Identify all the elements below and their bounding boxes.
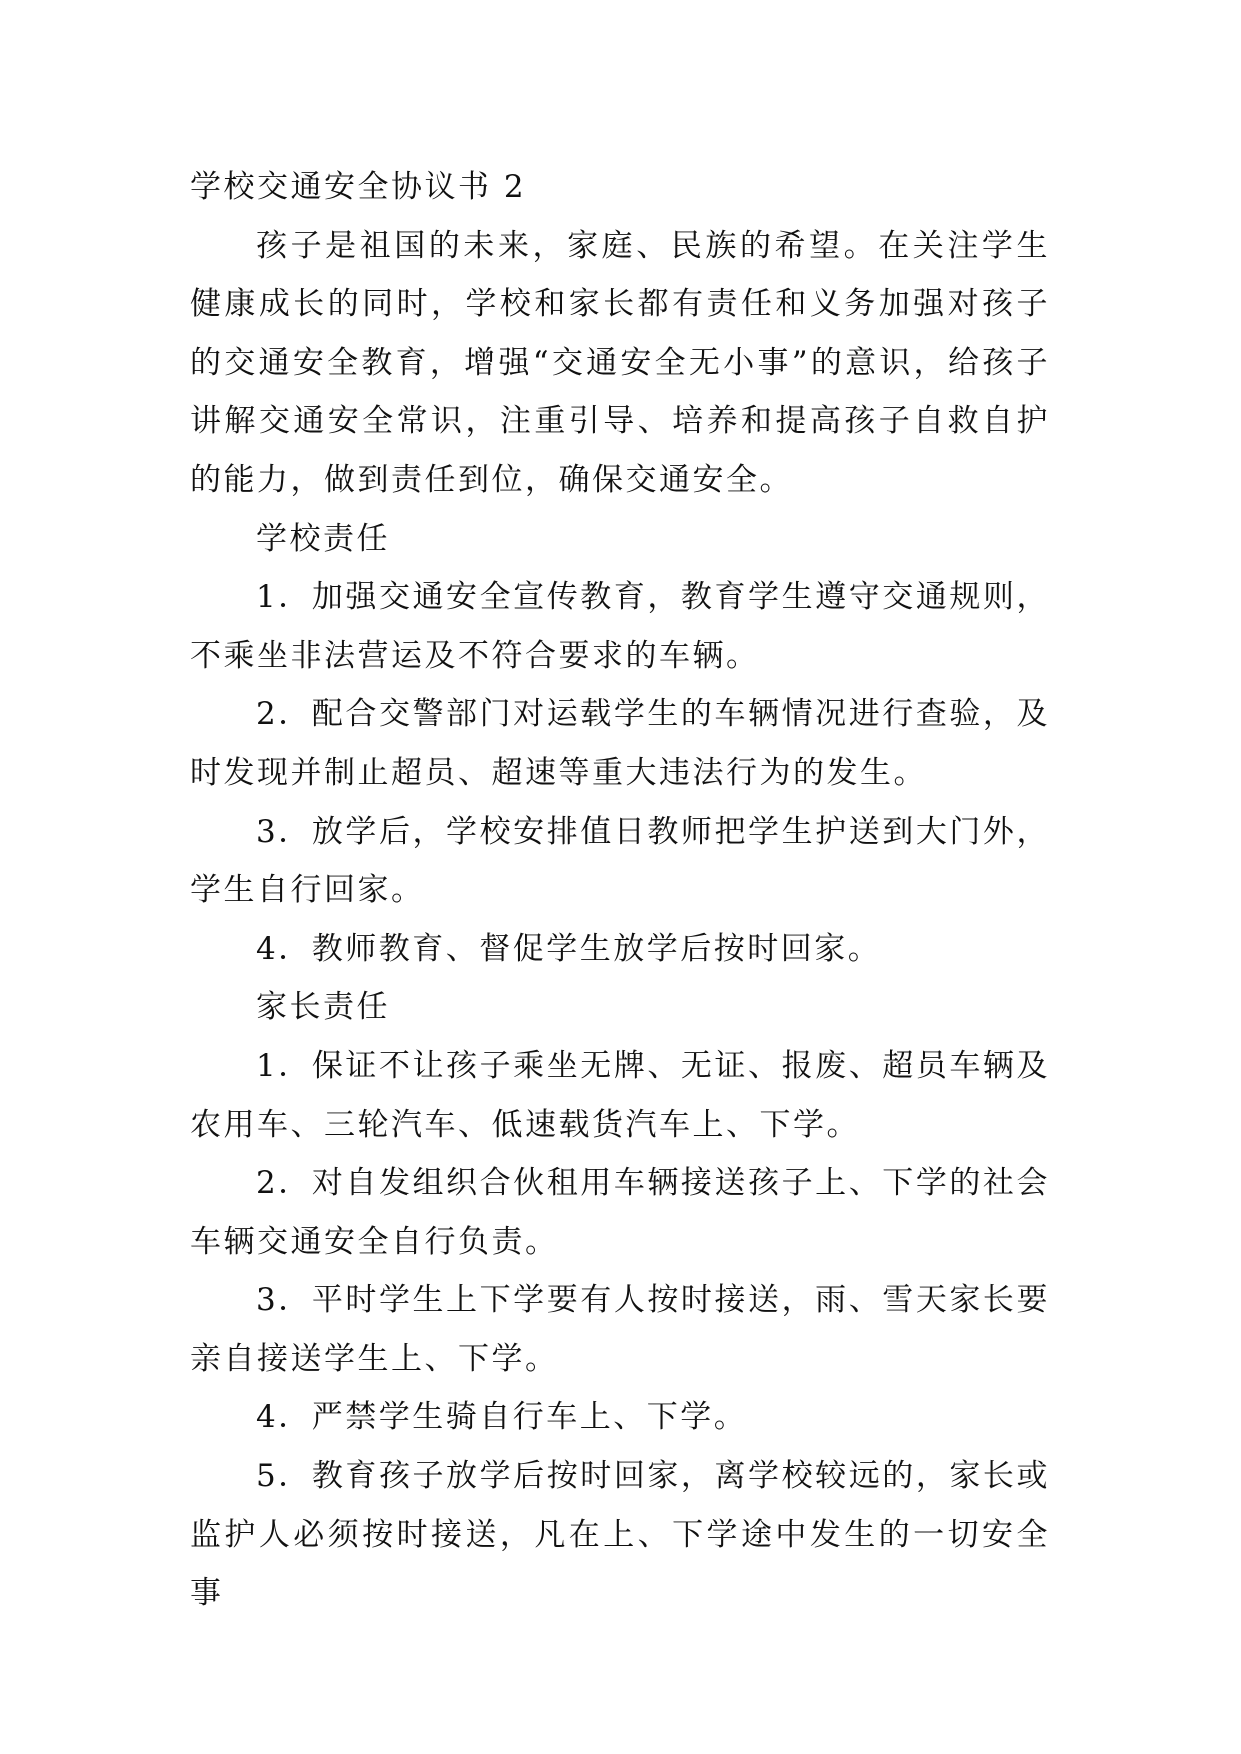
parent-item-3: 3．平时学生上下学要有人按时接送，雨、雪天家长要亲自接送学生上、下学。	[190, 1282, 1050, 1377]
intro-paragraph: 孩子是祖国的未来，家庭、民族的希望。在关注学生健康成长的同时，学校和家长都有责任和义务加强对孩子的交通安全教育，增强“交通安全无小事”的意识，给孩子讲解交通安全常识，注重引导、培养和提高孩子自救自护的能力，做到责任到位，确保交通安全。	[190, 227, 1050, 498]
parent-item-5: 5．教育孩子放学后按时回家，离学校较远的，家长或监护人必须按时接送，凡在上、下学途中发生的一切安全事	[190, 1458, 1050, 1612]
document-body	[190, 158, 1050, 1623]
parent-item-1: 1．保证不让孩子乘坐无牌、无证、报废、超员车辆及农用车、三轮汽车、低速载货汽车上、下学。	[190, 1047, 1050, 1143]
document-title: 学校交通安全协议书 2	[190, 169, 527, 205]
school-item-2: 2．配合交警部门对运载学生的车辆情况进行查验，及时发现并制止超员、超速等重大违法行为的发生。	[190, 696, 1050, 791]
parent-responsibility-heading: 家长责任	[256, 989, 390, 1026]
school-item-3: 3．放学后，学校安排值日教师把学生护送到大门外，学生自行回家。	[190, 813, 1050, 909]
parent-item-4: 4．严禁学生骑自行车上、下学。	[256, 1399, 748, 1436]
school-responsibility-heading: 学校责任	[256, 520, 390, 557]
school-item-1: 1．加强交通安全宣传教育，教育学生遵守交通规则，不乘坐非法营运及不符合要求的车辆。	[190, 579, 1050, 674]
school-item-4: 4．教师教育、督促学生放学后按时回家。	[256, 930, 882, 967]
parent-item-2: 2．对自发组织合伙租用车辆接送孩子上、下学的社会车辆交通安全自行负责。	[190, 1165, 1050, 1260]
